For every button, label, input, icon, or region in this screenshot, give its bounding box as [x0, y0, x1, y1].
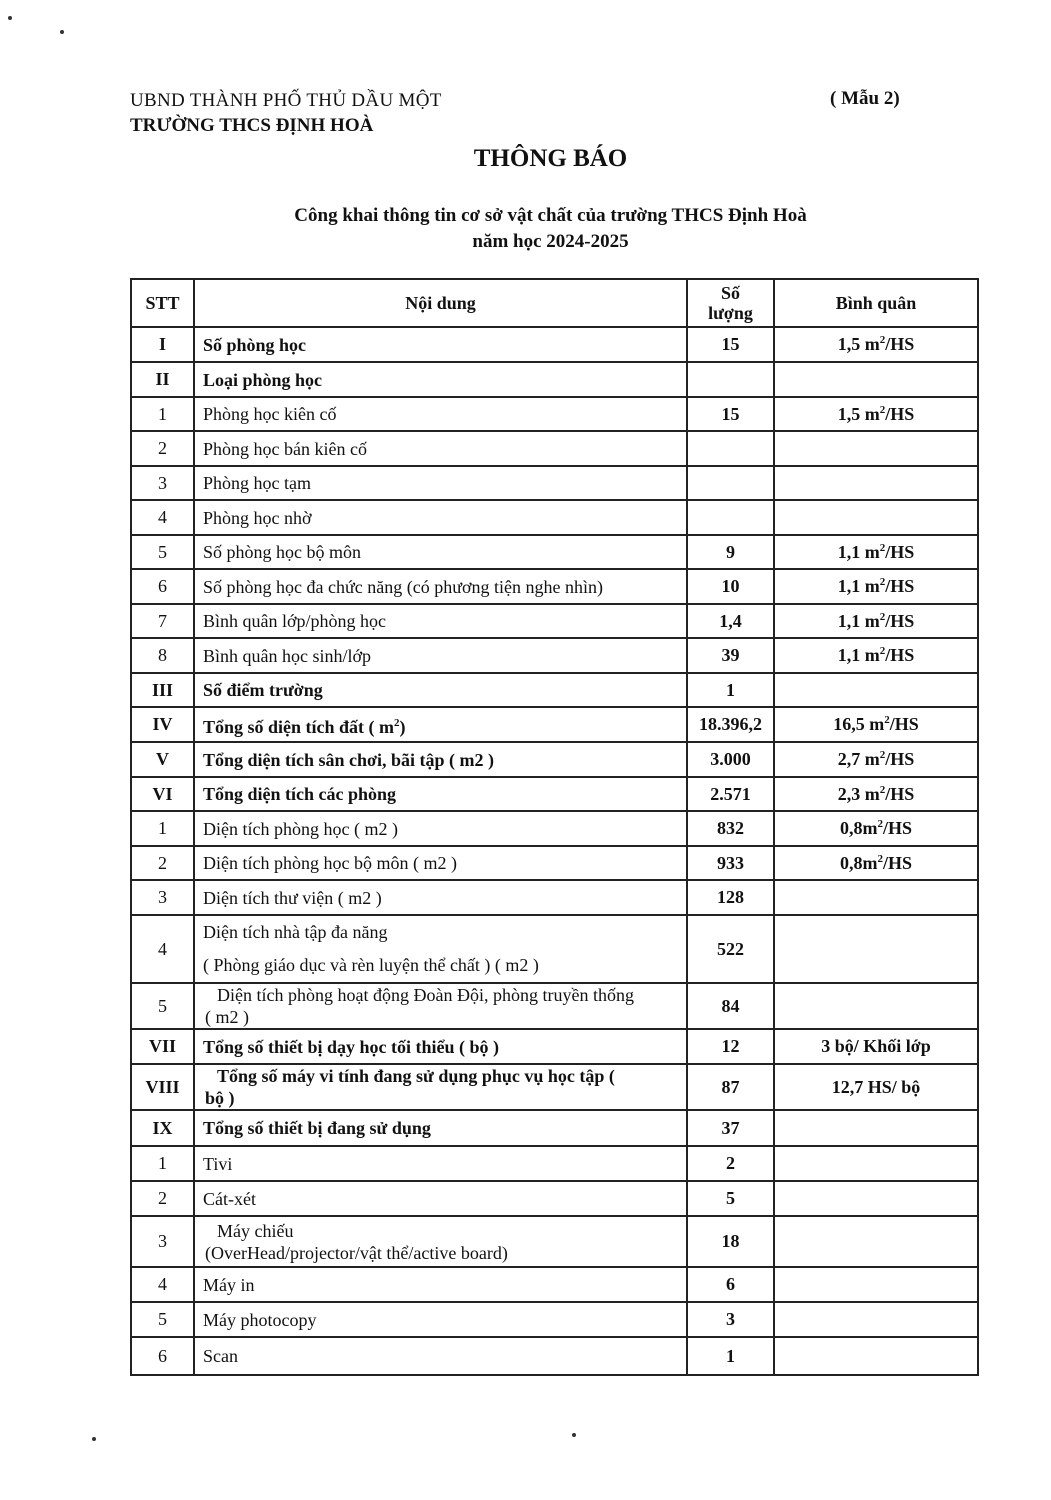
row-content: Tổng số diện tích đất ( $m^2$) — [194, 707, 687, 742]
row-average — [774, 1267, 978, 1302]
quantity-header — [687, 279, 774, 327]
subtitle-line: năm học 2024-2025 — [472, 231, 629, 252]
row-stt: 7 — [131, 604, 194, 638]
row-quantity: 1,4 — [687, 604, 774, 638]
row-content-line: bộ ) — [205, 1088, 235, 1108]
row-stt: 1 — [131, 811, 194, 846]
row-stt: 1 — [131, 1146, 194, 1181]
table-row — [131, 1064, 978, 1110]
row-content: Tổng diện tích các phòng — [194, 777, 687, 811]
table-row — [131, 1110, 978, 1146]
row-average — [774, 1146, 978, 1181]
row-quantity: 1 — [687, 673, 774, 707]
table-row — [131, 915, 978, 983]
row-content — [194, 915, 687, 983]
row-stt: VI — [131, 777, 194, 811]
row-content: Tổng số thiết bị dạy học tối thiểu ( bộ ) — [194, 1029, 687, 1064]
row-stt: 3 — [131, 880, 194, 915]
row-average: 1,1 $m^2/HS$ — [774, 535, 978, 569]
row-stt: I — [131, 327, 194, 362]
row-quantity: 9 — [687, 535, 774, 569]
row-stt: V — [131, 742, 194, 777]
quantity-header-line: lượng — [708, 303, 753, 323]
row-average: 1,5 $m^2/HS$ — [774, 397, 978, 431]
row-content: Loại phòng học — [194, 362, 687, 397]
row-content-line: (OverHead/projector/vật thể/active board) — [205, 1242, 508, 1263]
row-stt: 4 — [131, 1267, 194, 1302]
row-content: Máy in — [194, 1267, 687, 1302]
row-average: 2,7 $m^2/HS$ — [774, 742, 978, 777]
row-stt: VII — [131, 1029, 194, 1064]
row-average: 12,7 HS/ bộ — [774, 1064, 978, 1110]
row-quantity: 522 — [687, 915, 774, 983]
row-content-line: Diện tích nhà tập đa năng — [203, 922, 388, 942]
row-average — [774, 1302, 978, 1337]
row-quantity: 5 — [687, 1181, 774, 1216]
table-row — [131, 638, 978, 673]
row-stt: 6 — [131, 1337, 194, 1375]
row-content-line: Máy chiếu — [217, 1220, 294, 1241]
row-stt: II — [131, 362, 194, 397]
row-quantity: 15 — [687, 397, 774, 431]
row-quantity: 84 — [687, 983, 774, 1029]
row-content-line: Tổng số máy vi tính đang sử dụng phục vụ học tập ( — [217, 1066, 615, 1086]
row-average — [774, 880, 978, 915]
row-content: Cát-xét — [194, 1181, 687, 1216]
row-content: Bình quân lớp/phòng học — [194, 604, 687, 638]
table-row — [131, 846, 978, 880]
row-quantity: 18 — [687, 1216, 774, 1267]
content-header: Nội dung — [194, 279, 687, 327]
scan-dot — [92, 1437, 96, 1441]
row-quantity: 3.000 — [687, 742, 774, 777]
row-content: Bình quân học sinh/lớp — [194, 638, 687, 673]
row-stt: 5 — [131, 535, 194, 569]
form-label: ( Mẫu 2) — [830, 88, 900, 109]
table-header-row — [131, 279, 978, 327]
row-average — [774, 500, 978, 535]
table-row — [131, 1337, 978, 1375]
row-quantity: 2.571 — [687, 777, 774, 811]
row-quantity: 3 — [687, 1302, 774, 1337]
row-average: $0,8m^2/HS$ — [774, 846, 978, 880]
row-stt: IX — [131, 1110, 194, 1146]
row-content: Tổng số thiết bị đang sử dụng — [194, 1110, 687, 1146]
school-name: TRƯỜNG THCS ĐỊNH HOÀ — [130, 115, 374, 136]
row-average — [774, 431, 978, 466]
row-average: 1,1 $m^2/HS$ — [774, 604, 978, 638]
table-row — [131, 777, 978, 811]
row-average — [774, 673, 978, 707]
facilities-table — [130, 278, 979, 1376]
row-content — [194, 1216, 687, 1267]
row-quantity: 12 — [687, 1029, 774, 1064]
row-quantity: 6 — [687, 1267, 774, 1302]
row-stt: 4 — [131, 500, 194, 535]
row-content-line: ( m2 ) — [205, 1007, 249, 1027]
row-average — [774, 1337, 978, 1375]
row-quantity: 2 — [687, 1146, 774, 1181]
row-quantity — [687, 500, 774, 535]
row-content: Máy photocopy — [194, 1302, 687, 1337]
row-average — [774, 466, 978, 500]
row-quantity: 87 — [687, 1064, 774, 1110]
row-quantity: 1 — [687, 1337, 774, 1375]
row-average — [774, 362, 978, 397]
row-quantity: 832 — [687, 811, 774, 846]
quantity-header-line: Số — [720, 283, 740, 303]
row-quantity: 933 — [687, 846, 774, 880]
table-row — [131, 397, 978, 431]
row-average: $0,8m^2/HS$ — [774, 811, 978, 846]
table-row — [131, 1267, 978, 1302]
row-stt: 3 — [131, 466, 194, 500]
row-stt: IV — [131, 707, 194, 742]
row-stt: VIII — [131, 1064, 194, 1110]
row-average — [774, 1110, 978, 1146]
row-quantity: 39 — [687, 638, 774, 673]
row-average — [774, 1216, 978, 1267]
row-average: 16,5 $m^2/HS$ — [774, 707, 978, 742]
row-quantity — [687, 431, 774, 466]
row-stt: 5 — [131, 983, 194, 1029]
row-average: 1,1 $m^2/HS$ — [774, 638, 978, 673]
row-quantity — [687, 362, 774, 397]
row-average: 1,5 $m^2/HS$ — [774, 327, 978, 362]
row-quantity: 10 — [687, 569, 774, 604]
row-stt: 5 — [131, 1302, 194, 1337]
table-row — [131, 1181, 978, 1216]
table-row — [131, 327, 978, 362]
row-quantity: 15 — [687, 327, 774, 362]
row-stt: 4 — [131, 915, 194, 983]
row-content: Phòng học bán kiên cố — [194, 431, 687, 466]
table-row — [131, 535, 978, 569]
table-row — [131, 742, 978, 777]
average-header: Bình quân — [774, 279, 978, 327]
table-row — [131, 500, 978, 535]
document-header — [130, 88, 442, 138]
row-content: Scan — [194, 1337, 687, 1375]
row-stt: 8 — [131, 638, 194, 673]
row-stt: III — [131, 673, 194, 707]
row-stt: 1 — [131, 397, 194, 431]
row-content: Số điểm trường — [194, 673, 687, 707]
table-row — [131, 983, 978, 1029]
row-quantity: 128 — [687, 880, 774, 915]
row-average: 2,3 $m^2/HS$ — [774, 777, 978, 811]
document-subtitle — [0, 203, 1051, 255]
table-row — [131, 431, 978, 466]
row-content: Số phòng học đa chức năng (có phương tiện nghe nhìn) — [194, 569, 687, 604]
scan-dot — [60, 30, 64, 34]
table-row — [131, 1146, 978, 1181]
table-row — [131, 1302, 978, 1337]
row-stt: 2 — [131, 431, 194, 466]
row-quantity — [687, 466, 774, 500]
table-row — [131, 604, 978, 638]
row-content: Phòng học kiên cố — [194, 397, 687, 431]
row-content: Tổng diện tích sân chơi, bãi tập ( m2 ) — [194, 742, 687, 777]
row-content: Tivi — [194, 1146, 687, 1181]
scan-dot — [572, 1433, 576, 1437]
table-row — [131, 673, 978, 707]
row-average — [774, 1181, 978, 1216]
row-content: Phòng học tạm — [194, 466, 687, 500]
table-row — [131, 880, 978, 915]
row-stt: 2 — [131, 1181, 194, 1216]
table-row — [131, 362, 978, 397]
subtitle-line: Công khai thông tin cơ sở vật chất của trường THCS Định Hoà — [294, 205, 807, 226]
authority-name: UBND THÀNH PHỐ THỦ DẦU MỘT — [130, 90, 442, 111]
row-content: Phòng học nhờ — [194, 500, 687, 535]
row-content-line: Diện tích phòng hoạt động Đoàn Đội, phòng truyền thống — [217, 985, 634, 1005]
row-stt: 3 — [131, 1216, 194, 1267]
row-content: Số phòng học — [194, 327, 687, 362]
row-quantity: 37 — [687, 1110, 774, 1146]
row-content — [194, 983, 687, 1029]
row-average: 3 bộ/ Khối lớp — [774, 1029, 978, 1064]
row-content: Diện tích phòng học bộ môn ( m2 ) — [194, 846, 687, 880]
table-row — [131, 569, 978, 604]
row-average: 1,1 $m^2/HS$ — [774, 569, 978, 604]
row-content — [194, 1064, 687, 1110]
row-stt: 6 — [131, 569, 194, 604]
table-row — [131, 466, 978, 500]
table-row — [131, 707, 978, 742]
table-row — [131, 1029, 978, 1064]
row-content-line: ( Phòng giáo dục và rèn luyện thể chất ) ( m2 ) — [203, 955, 539, 975]
table-row — [131, 811, 978, 846]
table-row — [131, 1216, 978, 1267]
document-title: THÔNG BÁO — [473, 145, 628, 172]
stt-header: STT — [131, 279, 194, 327]
row-average — [774, 983, 978, 1029]
row-content: Diện tích phòng học ( m2 ) — [194, 811, 687, 846]
row-content: Diện tích thư viện ( m2 ) — [194, 880, 687, 915]
row-average — [774, 915, 978, 983]
row-content: Số phòng học bộ môn — [194, 535, 687, 569]
row-stt: 2 — [131, 846, 194, 880]
row-quantity: 18.396,2 — [687, 707, 774, 742]
scan-dot — [8, 16, 12, 20]
